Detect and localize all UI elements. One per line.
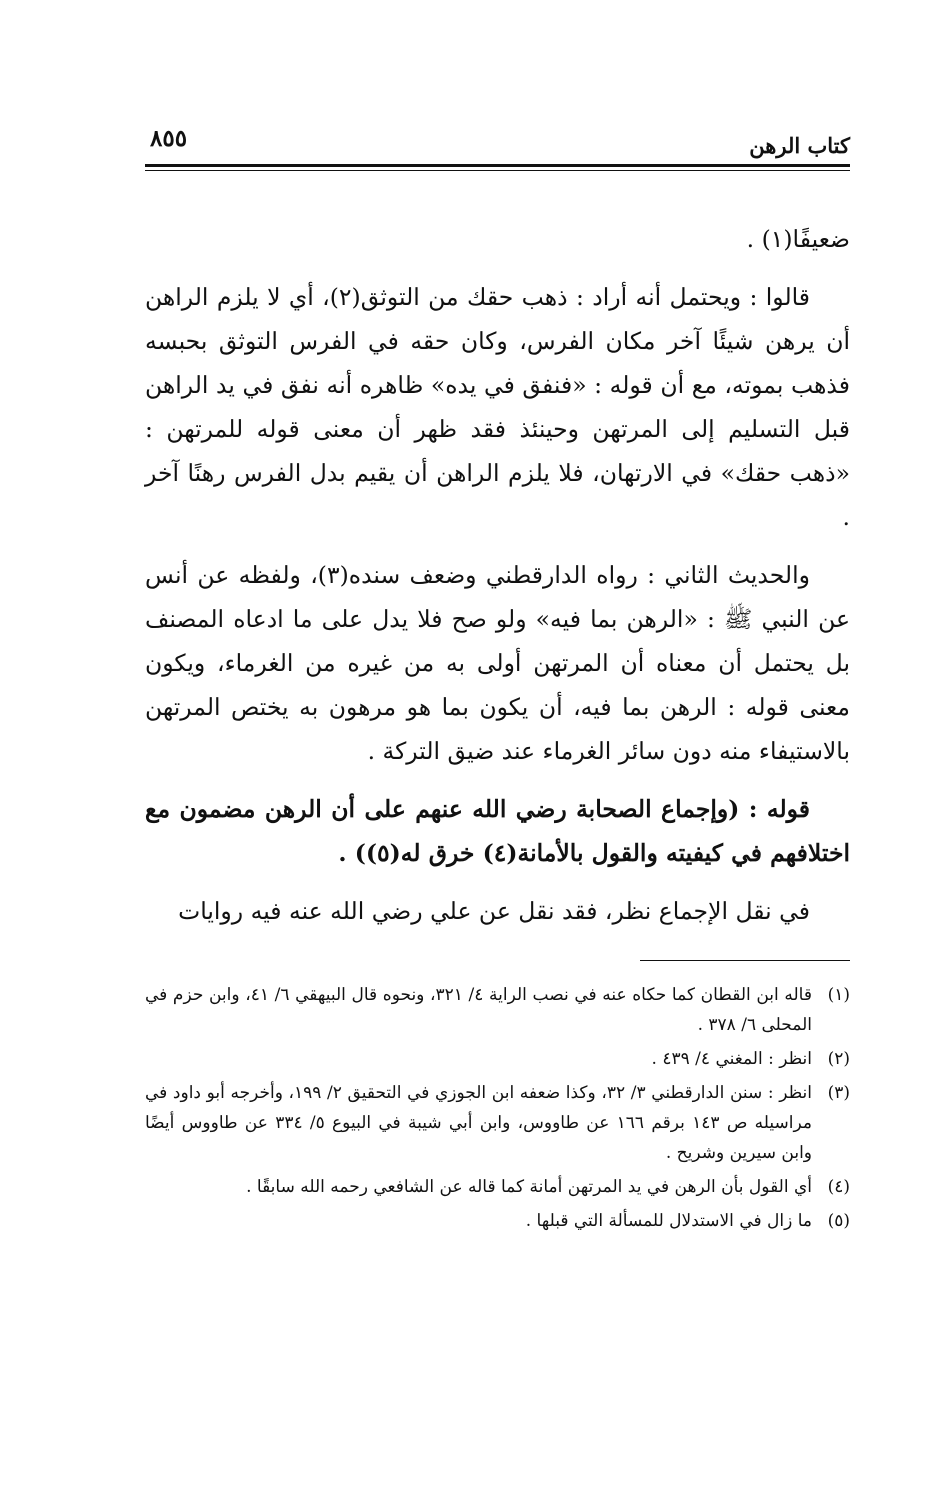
header-rule-thick xyxy=(145,164,850,167)
footnote-number: (٤) xyxy=(827,1177,850,1197)
footnote-text: ما زال في الاستدلال للمسألة التي قبلها . xyxy=(525,1211,812,1231)
footnote-separator xyxy=(640,960,850,961)
footnote-2 xyxy=(145,1044,850,1074)
paragraph-2: والحديث الثاني : رواه الدارقطني وضعف سنده(٣)، ولفظه عن أنس عن النبي ﷺ : «الرهن بما فيه» ولو صح فلا يدل على ما ادعاه المصنف بل يحتمل أن معناه أن المرتهن أولى به من غيره من الغرماء، ويكون معنى قوله : الرهن بما فيه، أن يكون بما هو مرهون به يختص المرتهن بالاستيفاء منه دون سائر الغرماء عند ضيق التركة . xyxy=(145,561,850,765)
page-header xyxy=(145,125,850,159)
footnote-3 xyxy=(145,1078,850,1168)
chapter-title: كتاب الرهن xyxy=(749,133,850,158)
footnote-text: أي القول بأن الرهن في يد المرتهن أمانة كما قاله عن الشافعي رحمه الله سابقًا . xyxy=(246,1177,812,1197)
footnote-1 xyxy=(145,980,850,1040)
paragraph-4: في نقل الإجماع نظر، فقد نقل عن علي رضي الله عنه فيه روايات xyxy=(178,897,810,925)
footnote-4 xyxy=(145,1172,850,1202)
header-rule-thin xyxy=(145,170,850,171)
quoted-statement: قوله : (وإجماع الصحابة رضي الله عنهم على أن الرهن مضمون مع اختلافهم في كيفيته والقول بالأمانة(٤) خرق له(٥)) . xyxy=(145,795,850,867)
footnote-number: (١) xyxy=(827,985,850,1005)
footnote-text: قاله ابن القطان كما حكاه عنه في نصب الراية ٤/ ٣٢١، ونحوه قال البيهقي ٦/ ٤١، وابن حزم في المحلى ٦/ ٣٧٨ . xyxy=(145,985,812,1035)
footnote-5 xyxy=(145,1206,850,1236)
footnote-number: (٢) xyxy=(827,1049,850,1069)
main-text xyxy=(145,217,850,947)
footnote-number: (٥) xyxy=(827,1211,850,1231)
page-number: ٨٥٥ xyxy=(150,125,188,152)
footnotes xyxy=(145,980,850,1240)
footnote-text: انظر : المغني ٤/ ٤٣٩ . xyxy=(651,1049,812,1069)
paragraph-1: قالوا : ويحتمل أنه أراد : ذهب حقك من التوثق(٢)، أي لا يلزم الراهن أن يرهن شيئًا آخر مكان الفرس، وكان حقه في الفرس التوثق بحبسه فذهب بموته، مع أن قوله : «فنفق في يده» ظاهره أنه نفق في يد الراهن قبل التسليم إلى المرتهن وحينئذ فقد ظهر أن معنى قوله للمرتهن : «ذهب حقك» في الارتهان، فلا يلزم الراهن أن يقيم بدل الفرس رهنًا آخر . xyxy=(145,283,850,531)
footnote-number: (٣) xyxy=(827,1083,850,1103)
paragraph-0: ضعيفًا(١) . xyxy=(746,225,850,253)
footnote-text: انظر : سنن الدارقطني ٣/ ٣٢، وكذا ضعفه ابن الجوزي في التحقيق ٢/ ١٩٩، وأخرجه أبو داود في مراسيله ص ١٤٣ برقم ١٦٦ عن طاووس، وابن أبي شيبة في البيوع ٥/ ٣٣٤ عن طاووس أيضًا وابن سيرين وشريح . xyxy=(145,1083,813,1163)
